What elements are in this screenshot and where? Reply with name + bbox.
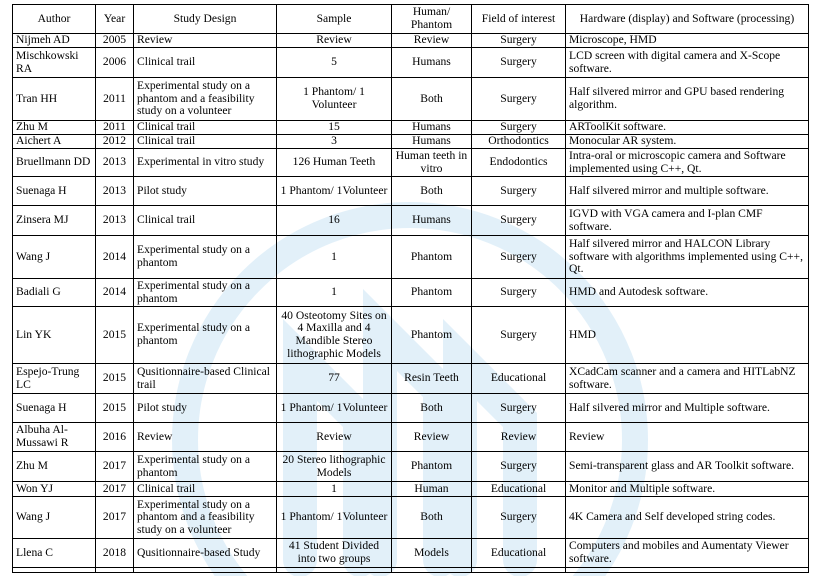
cell-year: 2015	[96, 364, 134, 394]
cell-study-design: Pilot study	[134, 177, 277, 206]
cell-field-of-interest: Surgery	[472, 78, 566, 121]
cell-cut-off	[13, 568, 96, 573]
cell-human-phantom: Humans	[392, 48, 472, 78]
cell-field-of-interest: Surgery	[472, 279, 566, 307]
cell-cut-off	[566, 568, 809, 573]
cell-cut-off	[134, 568, 277, 573]
table-header-row	[13, 5, 809, 34]
table-row	[13, 48, 809, 78]
cell-sample: 1	[277, 279, 392, 307]
cell-human-phantom: Both	[392, 497, 472, 539]
cell-hardware-software: Half silvered mirror and multiple software.	[566, 177, 809, 206]
cell-author: Lin YK	[13, 307, 96, 364]
cell-human-phantom: Humans	[392, 206, 472, 236]
cell-human-phantom: Phantom	[392, 307, 472, 364]
cell-sample: 1 Phantom/ 1 Volunteer	[277, 78, 392, 121]
header-human-phantom: Human/ Phantom	[392, 5, 472, 34]
cell-hardware-software: Intra-oral or microscopic camera and Software implemented using C++, Qt.	[566, 149, 809, 177]
cell-author: Suenaga H	[13, 177, 96, 206]
header-hardware-software: Hardware (display) and Software (processing)	[566, 5, 809, 34]
table-row	[13, 423, 809, 452]
cell-author: Tran HH	[13, 78, 96, 121]
cell-year: 2015	[96, 394, 134, 423]
cell-hardware-software: Review	[566, 423, 809, 452]
table-row	[13, 78, 809, 121]
cell-sample: 1 Phantom/ 1Volunteer	[277, 394, 392, 423]
cell-author: Zhu M	[13, 121, 96, 135]
cell-study-design: Qusitionnaire-based Study	[134, 539, 277, 568]
table-row	[13, 482, 809, 497]
header-field-of-interest: Field of interest	[472, 5, 566, 34]
cell-cut-off	[392, 568, 472, 573]
cell-year: 2013	[96, 177, 134, 206]
cell-year: 2005	[96, 34, 134, 48]
cell-author: Wang J	[13, 236, 96, 279]
cell-year: 2011	[96, 121, 134, 135]
cell-year: 2017	[96, 452, 134, 482]
cell-year: 2013	[96, 206, 134, 236]
cell-year: 2015	[96, 307, 134, 364]
header-study-design: Study Design	[134, 5, 277, 34]
cell-field-of-interest: Surgery	[472, 48, 566, 78]
table-row	[13, 452, 809, 482]
cell-human-phantom: Humans	[392, 121, 472, 135]
cell-field-of-interest: Educational	[472, 364, 566, 394]
cell-study-design: Review	[134, 423, 277, 452]
table-row	[13, 177, 809, 206]
cell-hardware-software: XCadCam scanner and a camera and HITLabNZ software.	[566, 364, 809, 394]
cell-sample: 20 Stereo lithographic Models	[277, 452, 392, 482]
cell-hardware-software: Semi-transparent glass and AR Toolkit software.	[566, 452, 809, 482]
cell-sample: Review	[277, 34, 392, 48]
cell-hardware-software: 4K Camera and Self developed string codes.	[566, 497, 809, 539]
cell-hardware-software: Microscope, HMD	[566, 34, 809, 48]
header-author: Author	[13, 5, 96, 34]
cell-study-design: Clinical trail	[134, 206, 277, 236]
cell-human-phantom: Review	[392, 423, 472, 452]
cell-author: Zinsera MJ	[13, 206, 96, 236]
cell-year: 2011	[96, 78, 134, 121]
cell-cut-off	[277, 568, 392, 573]
cell-hardware-software: IGVD with VGA camera and I-plan CMF software.	[566, 206, 809, 236]
cell-field-of-interest: Surgery	[472, 206, 566, 236]
cell-human-phantom: Phantom	[392, 279, 472, 307]
table-row	[13, 206, 809, 236]
cell-study-design: Clinical trail	[134, 48, 277, 78]
cell-study-design: Clinical trail	[134, 121, 277, 135]
cell-hardware-software: Computers and mobiles and Aumentaty Viewer software.	[566, 539, 809, 568]
cell-human-phantom: Resin Teeth	[392, 364, 472, 394]
cell-field-of-interest: Educational	[472, 482, 566, 497]
cell-year: 2016	[96, 423, 134, 452]
cell-hardware-software: LCD screen with digital camera and X-Scope software.	[566, 48, 809, 78]
cell-study-design: Qusitionnaire-based Clinical trail	[134, 364, 277, 394]
cell-year: 2014	[96, 279, 134, 307]
cell-study-design: Experimental in vitro study	[134, 149, 277, 177]
cell-author: Bruellmann DD	[13, 149, 96, 177]
cell-field-of-interest: Surgery	[472, 497, 566, 539]
cell-year: 2017	[96, 482, 134, 497]
cell-study-design: Experimental study on a phantom	[134, 279, 277, 307]
table-row	[13, 135, 809, 149]
cell-human-phantom: Both	[392, 177, 472, 206]
cell-sample: 77	[277, 364, 392, 394]
cell-field-of-interest: Educational	[472, 539, 566, 568]
table-row	[13, 34, 809, 48]
cell-study-design: Experimental study on a phantom	[134, 236, 277, 279]
cell-sample: 3	[277, 135, 392, 149]
cell-sample: 1 Phantom/ 1Volunteer	[277, 177, 392, 206]
cell-sample: 126 Human Teeth	[277, 149, 392, 177]
cell-author: Aichert A	[13, 135, 96, 149]
cell-author: Albuha Al-Mussawi R	[13, 423, 96, 452]
table-row	[13, 279, 809, 307]
cell-author: Llena C	[13, 539, 96, 568]
cell-human-phantom: Both	[392, 394, 472, 423]
table-row	[13, 307, 809, 364]
cell-author: Won YJ	[13, 482, 96, 497]
table-row	[13, 539, 809, 568]
cell-author: Nijmeh AD	[13, 34, 96, 48]
cell-field-of-interest: Surgery	[472, 236, 566, 279]
cell-field-of-interest: Review	[472, 423, 566, 452]
cell-year: 2012	[96, 135, 134, 149]
cell-hardware-software: Half silvered mirror and HALCON Library software with algorithms implemented using C++, Qt.	[566, 236, 809, 279]
cell-human-phantom: Review	[392, 34, 472, 48]
cell-study-design: Clinical trail	[134, 482, 277, 497]
cell-hardware-software: Monitor and Multiple software.	[566, 482, 809, 497]
cell-sample: Review	[277, 423, 392, 452]
cell-sample: 5	[277, 48, 392, 78]
header-year: Year	[96, 5, 134, 34]
cell-sample: 16	[277, 206, 392, 236]
table-row-cut-off	[13, 568, 809, 573]
cell-sample: 15	[277, 121, 392, 135]
cell-field-of-interest: Surgery	[472, 34, 566, 48]
cell-study-design: Experimental study on a phantom	[134, 452, 277, 482]
cell-field-of-interest: Endodontics	[472, 149, 566, 177]
cell-field-of-interest: Surgery	[472, 177, 566, 206]
cell-author: Espejo-Trung LC	[13, 364, 96, 394]
cell-author: Badiali G	[13, 279, 96, 307]
cell-hardware-software: HMD	[566, 307, 809, 364]
table-row	[13, 364, 809, 394]
header-sample: Sample	[277, 5, 392, 34]
cell-human-phantom: Phantom	[392, 452, 472, 482]
cell-sample: 40 Osteotomy Sites on 4 Maxilla and 4 Mandible Stereo lithographic Models	[277, 307, 392, 364]
cell-field-of-interest: Surgery	[472, 452, 566, 482]
cell-field-of-interest: Surgery	[472, 307, 566, 364]
cell-author: Mischkowski RA	[13, 48, 96, 78]
cell-human-phantom: Humans	[392, 135, 472, 149]
studies-table	[12, 4, 809, 573]
cell-sample: 1	[277, 482, 392, 497]
cell-sample: 41 Student Divided into two groups	[277, 539, 392, 568]
cell-field-of-interest: Surgery	[472, 394, 566, 423]
cell-hardware-software: ARToolKit software.	[566, 121, 809, 135]
cell-sample: 1	[277, 236, 392, 279]
cell-human-phantom: Phantom	[392, 236, 472, 279]
cell-year: 2017	[96, 497, 134, 539]
table-row	[13, 121, 809, 135]
cell-year: 2006	[96, 48, 134, 78]
cell-year: 2018	[96, 539, 134, 568]
cell-study-design: Pilot study	[134, 394, 277, 423]
cell-study-design: Experimental study on a phantom and a feasibility study on a volunteer	[134, 497, 277, 539]
cell-hardware-software: Half silvered mirror and GPU based rendering algorithm.	[566, 78, 809, 121]
cell-human-phantom: Models	[392, 539, 472, 568]
table-row	[13, 149, 809, 177]
cell-study-design: Clinical trail	[134, 135, 277, 149]
cell-year: 2014	[96, 236, 134, 279]
cell-human-phantom: Human teeth in vitro	[392, 149, 472, 177]
cell-author: Zhu M	[13, 452, 96, 482]
cell-study-design: Review	[134, 34, 277, 48]
table-row	[13, 394, 809, 423]
cell-study-design: Experimental study on a phantom	[134, 307, 277, 364]
cell-sample: 1 Phantom/ 1Volunteer	[277, 497, 392, 539]
cell-field-of-interest: Orthodontics	[472, 135, 566, 149]
cell-human-phantom: Both	[392, 78, 472, 121]
cell-human-phantom: Human	[392, 482, 472, 497]
cell-cut-off	[96, 568, 134, 573]
cell-hardware-software: Monocular AR system.	[566, 135, 809, 149]
cell-field-of-interest: Surgery	[472, 121, 566, 135]
cell-hardware-software: HMD and Autodesk software.	[566, 279, 809, 307]
cell-hardware-software: Half silvered mirror and Multiple software.	[566, 394, 809, 423]
cell-author: Suenaga H	[13, 394, 96, 423]
table-row	[13, 236, 809, 279]
cell-year: 2013	[96, 149, 134, 177]
cell-study-design: Experimental study on a phantom and a feasibility study on a volunteer	[134, 78, 277, 121]
cell-cut-off	[472, 568, 566, 573]
cell-author: Wang J	[13, 497, 96, 539]
table-row	[13, 497, 809, 539]
